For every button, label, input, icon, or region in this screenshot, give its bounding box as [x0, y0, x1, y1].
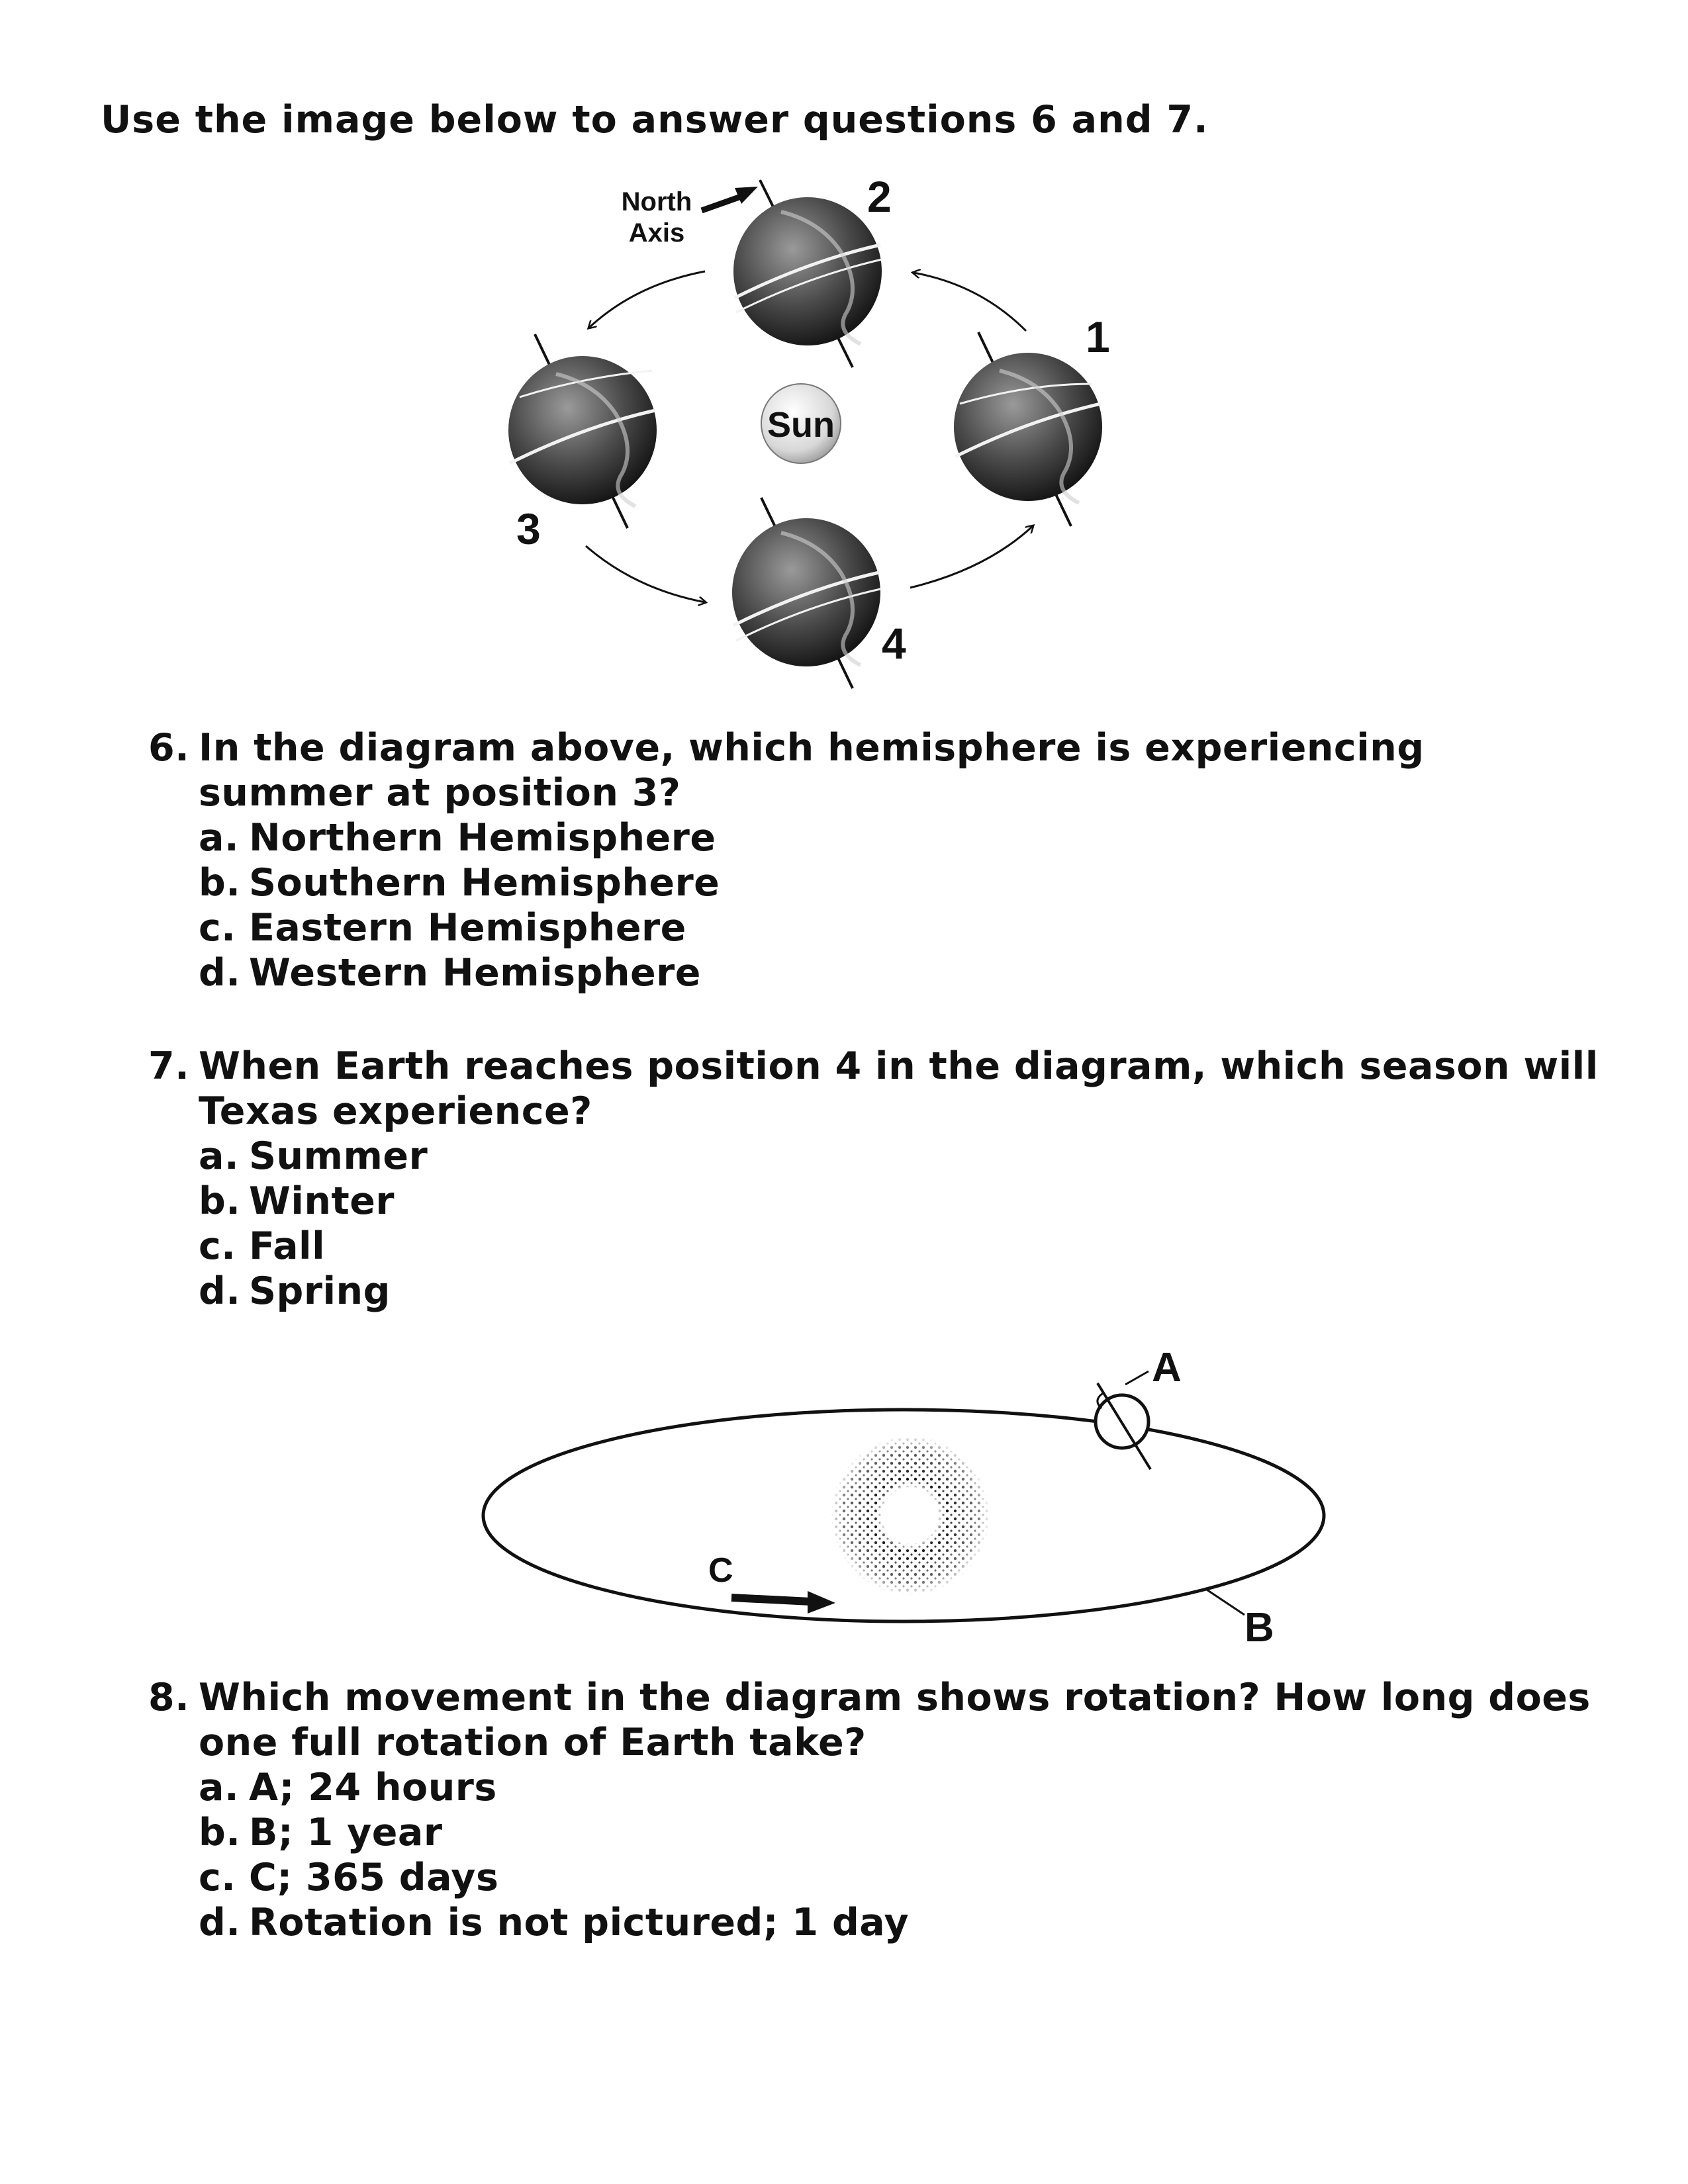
north-axis-arrowhead [735, 187, 758, 204]
question-text: In the diagram above, which hemisphere is experiencing summer at position 3? [199, 726, 1425, 815]
earth-position-4 [732, 498, 880, 688]
instruction-text: Use the image below to answer questions 6 and 7. [101, 98, 1209, 142]
question-8 [148, 1675, 1605, 1945]
orbit-arrow-1-to-2 [914, 273, 1026, 331]
position-label-2: 2 [867, 172, 892, 221]
answer-option[interactable]: d. Spring [199, 1269, 391, 1313]
question-number: 6. [148, 726, 190, 770]
position-label-1: 1 [1086, 312, 1110, 361]
position-label-4: 4 [882, 619, 906, 668]
label-a: A [1152, 1345, 1182, 1390]
answer-option[interactable]: d. Western Hemisphere [199, 951, 701, 995]
answer-option[interactable]: c. Fall [199, 1224, 326, 1268]
earth-position-3 [508, 334, 657, 528]
rotation-revolution-diagram [0, 1324, 1688, 1655]
north-label: North [621, 187, 692, 216]
position-label-3: 3 [516, 504, 541, 553]
north-axis-arrow [702, 195, 745, 210]
label-b: B [1244, 1605, 1274, 1651]
seasons-orbit-diagram [0, 0, 1688, 728]
answer-option[interactable]: a. Northern Hemisphere [199, 816, 716, 860]
pointer-a [1125, 1371, 1149, 1385]
orbit-arrow-4-to-1 [910, 526, 1033, 588]
label-c: C [708, 1551, 733, 1590]
question-number: 8. [148, 1676, 190, 1719]
axis-label: Axis [628, 218, 685, 248]
answer-option[interactable]: a. Summer [199, 1134, 428, 1178]
stippled-sun [827, 1436, 993, 1595]
orbit-arrow-3-to-4 [586, 546, 705, 602]
question-6 [148, 725, 1605, 995]
earth-position-1 [954, 332, 1102, 526]
answer-option[interactable]: c. Eastern Hemisphere [199, 906, 686, 950]
answer-option[interactable]: b. Southern Hemisphere [199, 861, 720, 905]
orbit-arrow-2-to-3 [589, 271, 705, 328]
question-7 [148, 1044, 1605, 1314]
answer-option[interactable]: a. A; 24 hours [199, 1766, 497, 1809]
pointer-b [1205, 1588, 1244, 1615]
arrow-c [731, 1598, 811, 1602]
answer-option[interactable]: b. Winter [199, 1179, 395, 1223]
answer-option[interactable]: b. B; 1 year [199, 1811, 443, 1854]
question-text: When Earth reaches position 4 in the diagram, which season will Texas experience? [199, 1044, 1599, 1133]
answer-option[interactable]: d. Rotation is not pictured; 1 day [199, 1901, 910, 1944]
question-number: 7. [148, 1044, 190, 1088]
question-text: Which movement in the diagram shows rotation? How long does one full rotation of Earth take? [199, 1676, 1591, 1764]
sun-label: Sun [767, 405, 835, 445]
earth-position-2 [733, 180, 882, 367]
answer-option[interactable]: c. C; 365 days [199, 1856, 499, 1899]
sun [761, 384, 841, 463]
earth-a [1096, 1383, 1150, 1469]
